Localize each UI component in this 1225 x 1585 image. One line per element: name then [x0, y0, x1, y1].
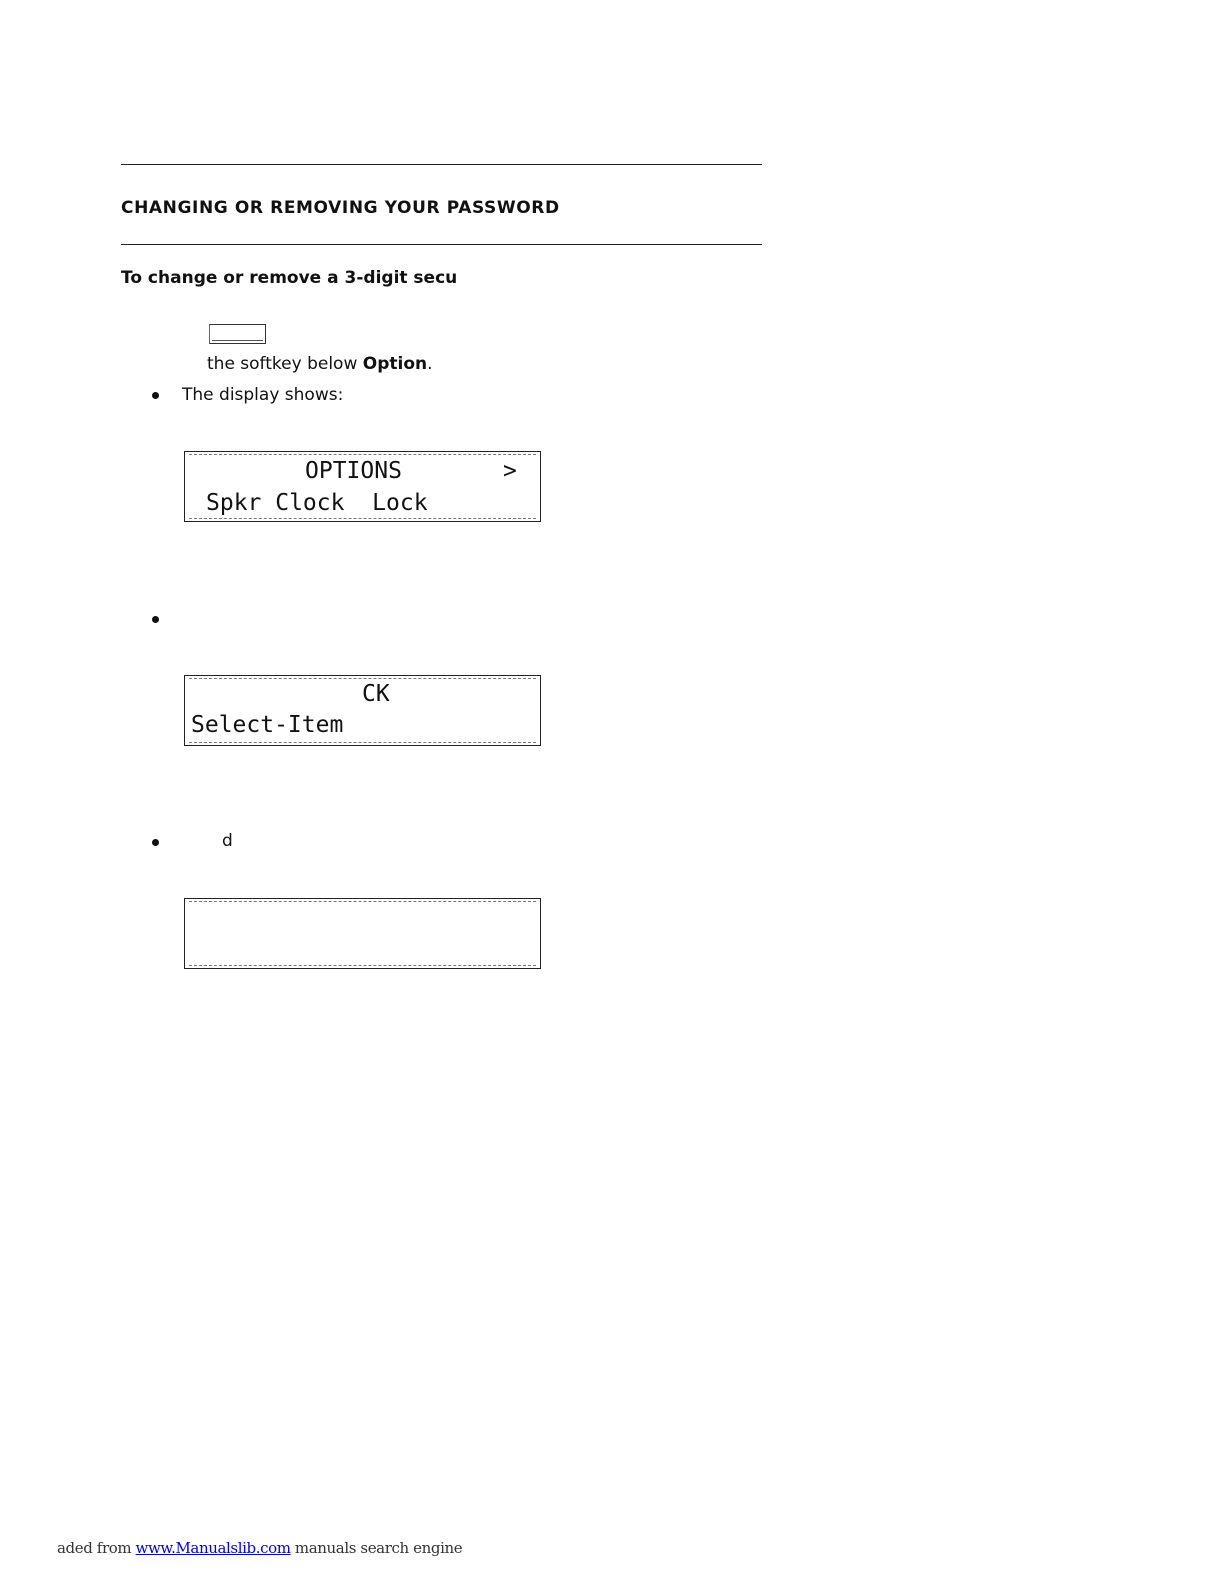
- bullet-icon: [152, 839, 159, 846]
- bullet-text: The display shows:: [182, 385, 344, 405]
- display-line-2: Spkr Clock Lock: [206, 490, 428, 516]
- option-softkey-label: Option: [362, 354, 428, 374]
- footer-prefix: aded from: [57, 1539, 136, 1557]
- lcd-display: [184, 898, 541, 969]
- display-arrow: >: [503, 458, 517, 484]
- display-line-2: Select-Item: [191, 712, 344, 738]
- bullet-icon: [152, 392, 159, 399]
- heading-rule: [121, 244, 762, 245]
- display-line-1: CK: [362, 681, 390, 707]
- display-line-1: OPTIONS: [305, 458, 402, 484]
- footer-suffix: manuals search engine: [290, 1539, 463, 1557]
- top-rule: [121, 164, 762, 165]
- lcd-display: [184, 451, 541, 522]
- manualslib-link[interactable]: www.Manualslib.com: [135, 1539, 291, 1557]
- intro-text: To change or remove a 3-digit secu: [121, 268, 458, 288]
- key-button-icon: [209, 324, 266, 344]
- lcd-display: [184, 675, 541, 746]
- step-text-suffix: .: [427, 354, 433, 374]
- step-instruction: [207, 354, 433, 374]
- section-heading: CHANGING OR REMOVING YOUR PASSWORD: [121, 198, 560, 218]
- bullet-text: d: [222, 831, 233, 851]
- step-text-prefix: the softkey below: [207, 354, 363, 374]
- bullet-icon: [152, 616, 159, 623]
- download-footer: [57, 1539, 462, 1557]
